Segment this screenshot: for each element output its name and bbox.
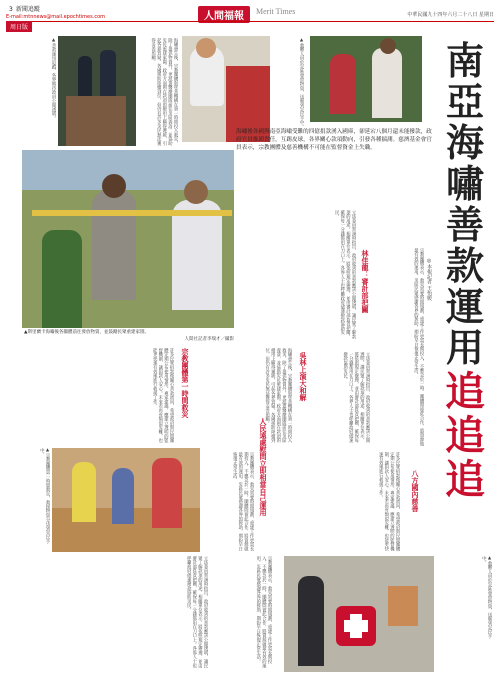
photo-top-right bbox=[310, 36, 422, 122]
column-text-5: 立法委員質詢時指出，政府收到的善款應該公開透明，讓民眾了解款項的用途。相關單位表示，將依照規定辦理，並由審計部負責把關，確保每一分錢都用在刀口上。各界人士也呼籲政府儘速撥款協助災民。 bbox=[342, 352, 370, 443]
photo-top-center bbox=[182, 36, 270, 142]
column-text-top-a: 海嘯發生後，宗教團體與慈善機構在第一時間投入救災，除了提供物資外，更派遣醫療團隊前往災區義診，並協助災民重建家園。政府方面則在款項的撥用上顯得遲緩，引起各界質疑。各國援助陸續到位，但仍有許多災民無法獲得妥善照顧。 bbox=[150, 38, 178, 146]
section-tag: 周日版 bbox=[6, 21, 32, 32]
newspaper-logo: 人間福報 bbox=[198, 6, 250, 23]
subhead-3: 宗教團體第一時間救災 bbox=[181, 348, 189, 418]
column-text-1: 立法委員質詢時指出，政府收到的善款應該公開透明，讓民眾了解款項的用途。相關單位表示，將依照規定辦理，並由審計部負責把關，確保每一分錢都用在刀口上。各界人士也呼籲政府儘速撥款協助災民。 bbox=[334, 210, 356, 339]
page-number-text: 3 bbox=[9, 6, 13, 13]
photo-main bbox=[22, 150, 234, 328]
newspaper-logo-en: Merit Times bbox=[256, 7, 296, 16]
column-text-3: 許多民眾捐款後關心善款流向，希望政府與民間團體定期公布使用情形。專家建議，應建立透明的監督機制，讓捐款人安心。未來若再有類似災難，也能更快速有效地進行救援工作。 bbox=[152, 348, 174, 443]
photo-bottom-right-caption: ▲救難人員於災區發放物資，送暖到災民手中。 bbox=[481, 556, 492, 639]
section-label: 新聞追蹤 bbox=[15, 6, 40, 13]
header-email[interactable]: E-mail:mtnnews@mail.epochtimes.com bbox=[6, 14, 105, 20]
photo-main-credit: 人間社記者李瑞才／攝影 bbox=[184, 337, 234, 342]
header-rule bbox=[6, 21, 494, 31]
subhead-5: 人民遠處慰問立即相當自己運用 bbox=[259, 418, 267, 516]
column-text-4: 海嘯發生後，宗教團體與慈善機構在第一時間投入救災，除了提供物資外，更派遣醫療團隊前往災區義診，並協助災民重建家園。政府方面則在款項的撥用上顯得遲緩，引起各界質疑。各國援助陸續到位，但仍有許多災民無法獲得妥善照顧。 bbox=[264, 348, 292, 443]
byline: ◎本報記者 王怡媛 bbox=[426, 258, 432, 301]
photo-bottom-right bbox=[284, 556, 434, 672]
photo-top-center-caption: ▲救難人員於災區發放物資，送暖到災民手中。 bbox=[299, 38, 304, 129]
column-text-8: 立法委員質詢時指出，政府收到的善款應該公開透明，讓民眾了解款項的用途。相關單位表示，將依照規定辦理，並由審計部負責把關，確保每一分錢都用在刀口上。各界人士也呼籲政府儘速撥款協助災民。 bbox=[186, 556, 208, 668]
header-date: 中華民國九十四年六月二十八日 星期日 bbox=[407, 12, 494, 18]
column-text-7: 許多民眾捐款後關心善款流向，希望政府與民間團體定期公布使用情形。專家建議，應建立透明的監督機制，讓捐款人安心。未來若再有類似災難，也能更快速有效地進行救援工作。 bbox=[378, 452, 400, 551]
column-text-2: 宗教團體表示，救災需要時間規劃，重建工作更需長期投入，不應急於一時。團體間彼此合作，將資源做最有效的運用。災區民眾感謝各界的援助，期盼早日恢復正常生活。 bbox=[413, 248, 424, 446]
photo-top-left-caption: ▲善款運用追蹤，各界期待政府公開透明。 bbox=[51, 38, 56, 121]
page-number bbox=[6, 4, 40, 14]
photo-top-left bbox=[58, 36, 136, 146]
subhead-2: 吳林上演大和解 bbox=[299, 352, 307, 401]
photo-bottom-left-caption: ▲宗教團體第一時間救災，救援物資分送到災民手中。 bbox=[39, 448, 50, 544]
column-text-9: 宗教團體表示，救災需要時間規劃，重建工作更需長期投入，不應急於一時。團體間彼此合作，將資源做最有效的運用。災區民眾感謝各界的援助，期盼早日恢復正常生活。 bbox=[255, 556, 272, 668]
photo-bottom-left bbox=[52, 448, 200, 552]
subhead-4: 八方國內慈善 bbox=[411, 470, 419, 512]
lead-paragraph: 海嘯後各國與南亞海嘯受難的四億捐款湧入國庫，卻延宕八個月還未能撥款，政府官員推卸責任，互踢皮球，各界關心款項動向，引發各種揣測。慈濟基金會官員表示，宗教團體及慈善機構不可能在監督資金上失職。 bbox=[236, 129, 432, 151]
subhead-1: 林佳龍：審計部把關 bbox=[361, 250, 369, 313]
column-text-6: 宗教團體表示，救災需要時間規劃，重建工作更需長期投入，不應急於一時。團體間彼此合作，將資源做最有效的運用。災區民眾感謝各界的援助，期盼早日恢復正常生活。 bbox=[232, 452, 254, 551]
headline-main: 南亞海嘯善款運用 bbox=[445, 38, 484, 370]
headline-accent: 追追追 bbox=[445, 368, 485, 503]
photo-main-caption: ▲斯里蘭卡海嘯後各團體前往發放物資，並鼓勵民眾重建家園。 bbox=[24, 330, 149, 335]
